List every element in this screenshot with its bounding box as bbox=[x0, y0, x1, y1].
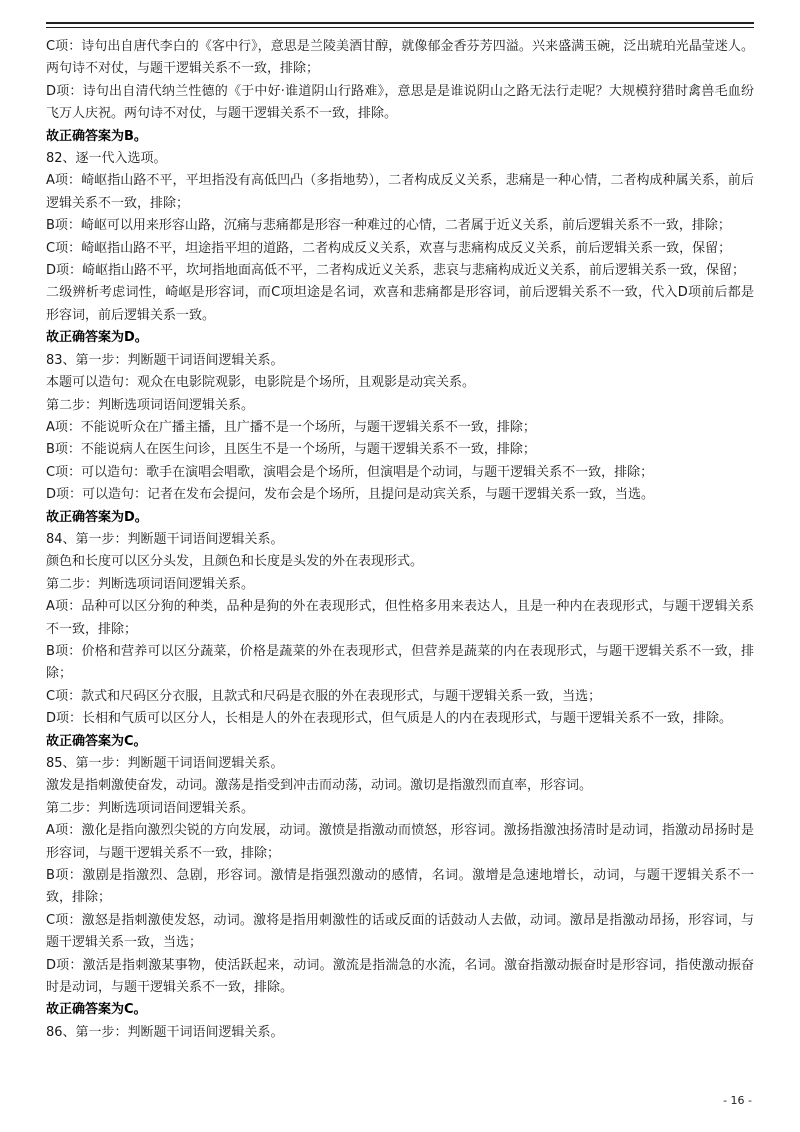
answer-line: 故正确答案为B。 bbox=[46, 128, 147, 144]
paragraph: C项：激怒是指刺激使发怒，动词。激将是指用刺激性的话或反面的话鼓动人去做，动词。激昂是指激动昂扬，形容词，与题干逻辑关系一致，当选； bbox=[46, 912, 754, 951]
paragraph: A项：品种可以区分狗的种类，品种是狗的外在表现形式，但性格多用来表达人，且是一种内在表现形式，与题干逻辑关系不一致，排除； bbox=[46, 599, 754, 637]
header-rule-thick bbox=[46, 22, 754, 24]
paragraph: B项：激剧是指激烈、急剧，形容词。激情是指强烈激动的感情，名词。激增是急速地增长，动词，与题干逻辑关系不一致，排除； bbox=[46, 868, 754, 906]
paragraph: 第二步：判断选项词语间逻辑关系。 bbox=[46, 397, 255, 413]
paragraph: C项：款式和尺码区分衣服，且款式和尺码是衣服的外在表现形式，与题干逻辑关系一致，当选； bbox=[46, 688, 602, 704]
paragraph: C项：可以造句：歌手在演唱会唱歌，演唱会是个场所，但演唱是个动词，与题干逻辑关系不一致，排除； bbox=[46, 464, 654, 480]
answer-line: 故正确答案为D。 bbox=[46, 330, 148, 346]
paragraph: 激发是指刺激使奋发，动词。激荡是指受到冲击而动荡，动词。激切是指激烈而直率，形容词。 bbox=[46, 778, 593, 794]
paragraph: A项：崎岖指山路不平，平坦指没有高低凹凸（多指地势），二者构成反义关系，悲痛是一种心情，二者构成种属关系，前后逻辑关系不一致，排除； bbox=[46, 173, 754, 211]
paragraph: 第二步：判断选项词语间逻辑关系。 bbox=[46, 576, 255, 592]
paragraph: B项：崎岖可以用来形容山路，沉痛与悲痛都是形容一种难过的心情，二者属于近义关系，前后逻辑关系不一致，排除； bbox=[46, 218, 731, 234]
document-body bbox=[46, 36, 754, 1044]
paragraph: B项：价格和营养可以区分蔬菜，价格是蔬菜的外在表现形式，但营养是蔬菜的内在表现形式，与题干逻辑关系不一致，排除； bbox=[46, 643, 754, 682]
paragraph: 84、第一步：判断题干词语间逻辑关系。 bbox=[46, 531, 284, 547]
paragraph: C项：崎岖指山路不平，坦途指平坦的道路，二者构成反义关系，欢喜与悲痛构成反义关系，前后逻辑关系一致，保留； bbox=[46, 240, 732, 256]
answer-line: 故正确答案为C。 bbox=[46, 1002, 147, 1018]
paragraph: 本题可以造句：观众在电影院观影，电影院是个场所，且观影是动宾关系。 bbox=[46, 375, 476, 391]
paragraph: D项：崎岖指山路不平，坎坷指地面高低不平，二者构成近义关系，悲哀与悲痛构成近义关系，前后逻辑关系一致，保留； bbox=[46, 263, 746, 279]
paragraph: 86、第一步：判断题干词语间逻辑关系。 bbox=[46, 1024, 284, 1040]
answer-line: 故正确答案为D。 bbox=[46, 509, 148, 525]
paragraph: 83、第一步：判断题干词语间逻辑关系。 bbox=[46, 352, 284, 368]
paragraph: C项：诗句出自唐代李白的《客中行》，意思是兰陵美酒甘醇，就像郁金香芬芳四溢。兴来盛满玉碗，泛出琥珀光晶莹迷人。两句诗不对仗，与题干逻辑关系不一致，排除； bbox=[46, 39, 754, 77]
header-rule-thin bbox=[46, 27, 754, 28]
paragraph: D项：激活是指刺激某事物，使活跃起来，动词。激流是指湍急的水流，名词。激奋指激动振奋时是形容词，指使激动振奋时是动词，与题干逻辑关系不一致，排除。 bbox=[46, 957, 754, 996]
paragraph: 第二步：判断选项词语间逻辑关系。 bbox=[46, 800, 255, 816]
paragraph: 82、逐一代入选项。 bbox=[46, 151, 167, 167]
paragraph: 二级辨析考虑词性，崎岖是形容词，而C项坦途是名词，欢喜和悲痛都是形容词，前后逻辑关系不一致，代入D项前后都是形容词，前后逻辑关系一致。 bbox=[46, 285, 754, 323]
paragraph: 85、第一步：判断题干词语间逻辑关系。 bbox=[46, 756, 284, 771]
paragraph: A项：不能说听众在广播主播，且广播不是一个场所，与题干逻辑关系不一致，排除； bbox=[46, 419, 536, 435]
paragraph: B项：不能说病人在医生问诊，且医生不是一个场所，与题干逻辑关系不一致，排除； bbox=[46, 442, 536, 458]
paragraph: D项：长相和气质可以区分人，长相是人的外在表现形式，但气质是人的内在表现形式，与题干逻辑关系不一致，排除。 bbox=[46, 711, 733, 727]
page-number: - 16 - bbox=[723, 1094, 752, 1107]
paragraph: 颜色和长度可以区分头发，且颜色和长度是头发的外在表现形式。 bbox=[46, 554, 424, 570]
paragraph: D项：诗句出自清代纳兰性德的《于中好·谁道阴山行路难》，意思是是谁说阴山之路无法行走呢？大规模狩猎时禽兽毛血纷飞万人庆祝。两句诗不对仗，与题干逻辑关系不一致，排除。 bbox=[46, 83, 754, 122]
paragraph: D项：可以造句：记者在发布会提问，发布会是个场所，且提问是动宾关系，与题干逻辑关系一致，当选。 bbox=[46, 487, 655, 503]
paragraph: A项：激化是指向激烈尖锐的方向发展，动词。激愤是指激动而愤怒，形容词。激扬指激浊扬清时是动词，指激动昂扬时是形容词，与题干逻辑关系不一致，排除； bbox=[46, 823, 754, 861]
answer-line: 故正确答案为C。 bbox=[46, 733, 147, 749]
